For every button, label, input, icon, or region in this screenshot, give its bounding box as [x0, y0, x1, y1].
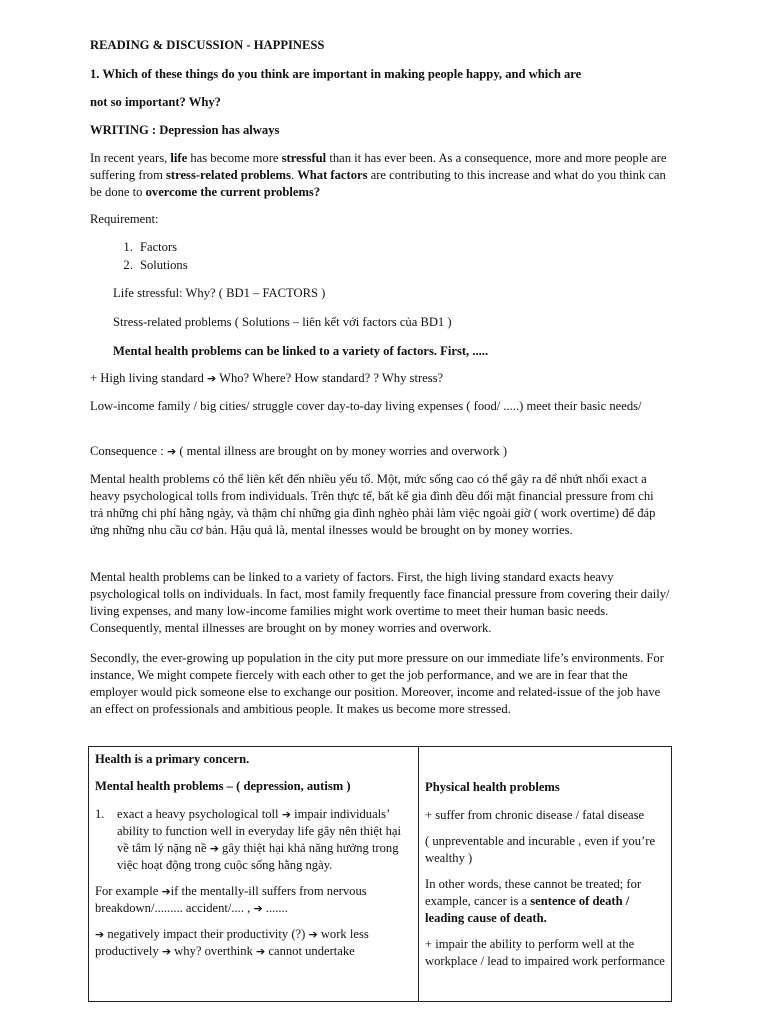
item-text — [117, 806, 412, 874]
consequence-line — [90, 443, 670, 460]
mental-health-heading: Mental health problems can be linked to a variety of factors. First, ..... — [113, 344, 489, 358]
question-line-1: 1. Which of these things do you think are important in making people happy, and which are — [90, 67, 582, 81]
example-label: For example — [95, 884, 162, 898]
example-line — [95, 883, 412, 917]
mental-column-heading: Mental health problems – ( depression, autism ) — [95, 779, 351, 793]
arrow-icon: ➔ — [206, 372, 217, 385]
arrow-icon: ➔ — [166, 445, 177, 458]
item-text-part: gây thiệt hại khả năng hưởng trong việc hoạt động trong cuộc sống hằng ngày. — [117, 841, 399, 872]
intro-bold: life — [170, 151, 188, 165]
intro-text: than it has ever been. As a consequence, more and more people are suffering from — [90, 151, 667, 182]
document-title: READING & DISCUSSION - HAPPINESS — [90, 38, 325, 52]
consequence-label: Consequence : — [90, 444, 167, 458]
physical-health-cell — [419, 747, 672, 1002]
arrow-icon: ➔ — [308, 928, 318, 941]
requirements-list — [90, 238, 188, 274]
intro-bold: overcome the current problems? — [145, 185, 321, 199]
intro-bold: What factors — [297, 168, 368, 182]
intro-text: . — [290, 168, 298, 182]
intro-paragraph — [90, 150, 670, 201]
consequence-text: ( mental illness are brought on by money worries and overwork ) — [176, 444, 508, 458]
stress-related-line: Stress-related problems ( Solutions – liên kết với factors của BD1 ) — [113, 315, 452, 329]
arrow-icon: ➔ — [256, 945, 266, 958]
list-item: 1. Factors — [136, 238, 188, 256]
physical-column-heading: Physical health problems — [425, 780, 560, 794]
item-text-part: impair individuals’ ability to function well in everyday life gây nên thiệt hại về tâm lý nặng nề — [117, 807, 401, 855]
arrow-icon: ➔ — [161, 945, 172, 958]
arrow-icon: ➔ — [161, 885, 171, 898]
impact-text: cannot undertake — [265, 944, 355, 958]
impact-text: why? overthink — [171, 944, 257, 958]
arrow-icon: ➔ — [281, 808, 291, 821]
other-words-text: In other words, these cannot be treated; for example, cancer is a — [425, 877, 642, 908]
impact-text: work less productively — [95, 927, 369, 958]
arrow-icon: ➔ — [209, 842, 219, 855]
unpreventable-line: ( unpreventable and incurable , even if you’re wealthy ) — [425, 834, 656, 865]
list-item: 2. Solutions — [136, 256, 188, 274]
high-living-questions: Who? Where? How standard? ? Why stress? — [216, 371, 444, 385]
health-primary-concern: Health is a primary concern. — [95, 752, 250, 766]
arrow-icon: ➔ — [95, 928, 105, 941]
high-living-line — [90, 370, 670, 387]
question-line-2: not so important? Why? — [90, 95, 221, 109]
intro-text: has become more — [187, 151, 282, 165]
intro-text: In recent years, — [90, 151, 171, 165]
item-number: 1. — [95, 807, 105, 821]
impact-text: negatively impact their productivity (?) — [104, 927, 309, 941]
intro-bold: stress-related problems — [166, 168, 291, 182]
intro-text: are contributing to this increase and what do you think can be done to — [90, 168, 666, 199]
chronic-disease-line: + suffer from chronic disease / fatal disease — [425, 808, 645, 822]
low-income-line: Low-income family / big cities/ struggle cover day-to-day living expenses ( food/ .....) meet their basic needs/ — [90, 399, 642, 413]
other-words-line — [425, 876, 665, 927]
list-item — [95, 806, 412, 874]
life-stressful-line: Life stressful: Why? ( BD1 – FACTORS ) — [113, 286, 326, 300]
example-text: ....... — [262, 901, 288, 915]
english-paragraph-2: Secondly, the ever-growing up population in the city put more pressure on our immediate life’s environments. For instance, We might compete fiercely with each other to get the job performance, and we are in fear that the employer would pick someone else to exchange our position. Moreover, income and related-issue of the job have an effect on professionals and ambitious people. It makes us become more stressed. — [90, 651, 664, 716]
intro-bold: stressful — [281, 151, 327, 165]
vietnamese-paragraph: Mental health problems có thể liên kết đến nhiều yếu tố. Một, mức sống cao có thể gây ra để nhứt nhối exact a heavy psychological tolls from individuals. Trên thực tế, bất kể gia đình đều đối mặt financial pressure from chi trả những chi phí hằng ngày, và thậm chí những gia đình nghèo phải làm việc ngoài giờ ( work overtime) để đáp ứng những nhu cầu cơ bản. Hậu quả là, mental ilnesses would be brought on by money worries. — [90, 472, 656, 537]
arrow-icon: ➔ — [253, 902, 263, 915]
example-text: if the mentally-ill suffers from nervous breakdown/......... accident/.... , — [95, 884, 367, 915]
health-table — [88, 746, 672, 1002]
item-text-part: exact a heavy psychological toll — [117, 807, 282, 821]
mental-health-cell — [89, 747, 419, 1002]
sentence-of-death: sentence of death / leading cause of death. — [425, 894, 630, 925]
requirement-label: Requirement: — [90, 212, 159, 226]
high-living-label: + High living standard — [90, 371, 207, 385]
negative-impact-line — [95, 926, 412, 960]
writing-heading: WRITING : Depression has always — [90, 123, 280, 137]
english-paragraph-1: Mental health problems can be linked to a variety of factors. First, the high living standard exacts heavy psychological tolls on individuals. In fact, most family frequently face financial pressure from covering their daily/ living expenses, and many low-income families might work overtime to meet their human basic needs. Consequently, mental illnesses are brought on by money worries and overwork. — [90, 570, 670, 635]
impair-line: + impair the ability to perform well at the workplace / lead to impaired work performance — [425, 937, 665, 968]
